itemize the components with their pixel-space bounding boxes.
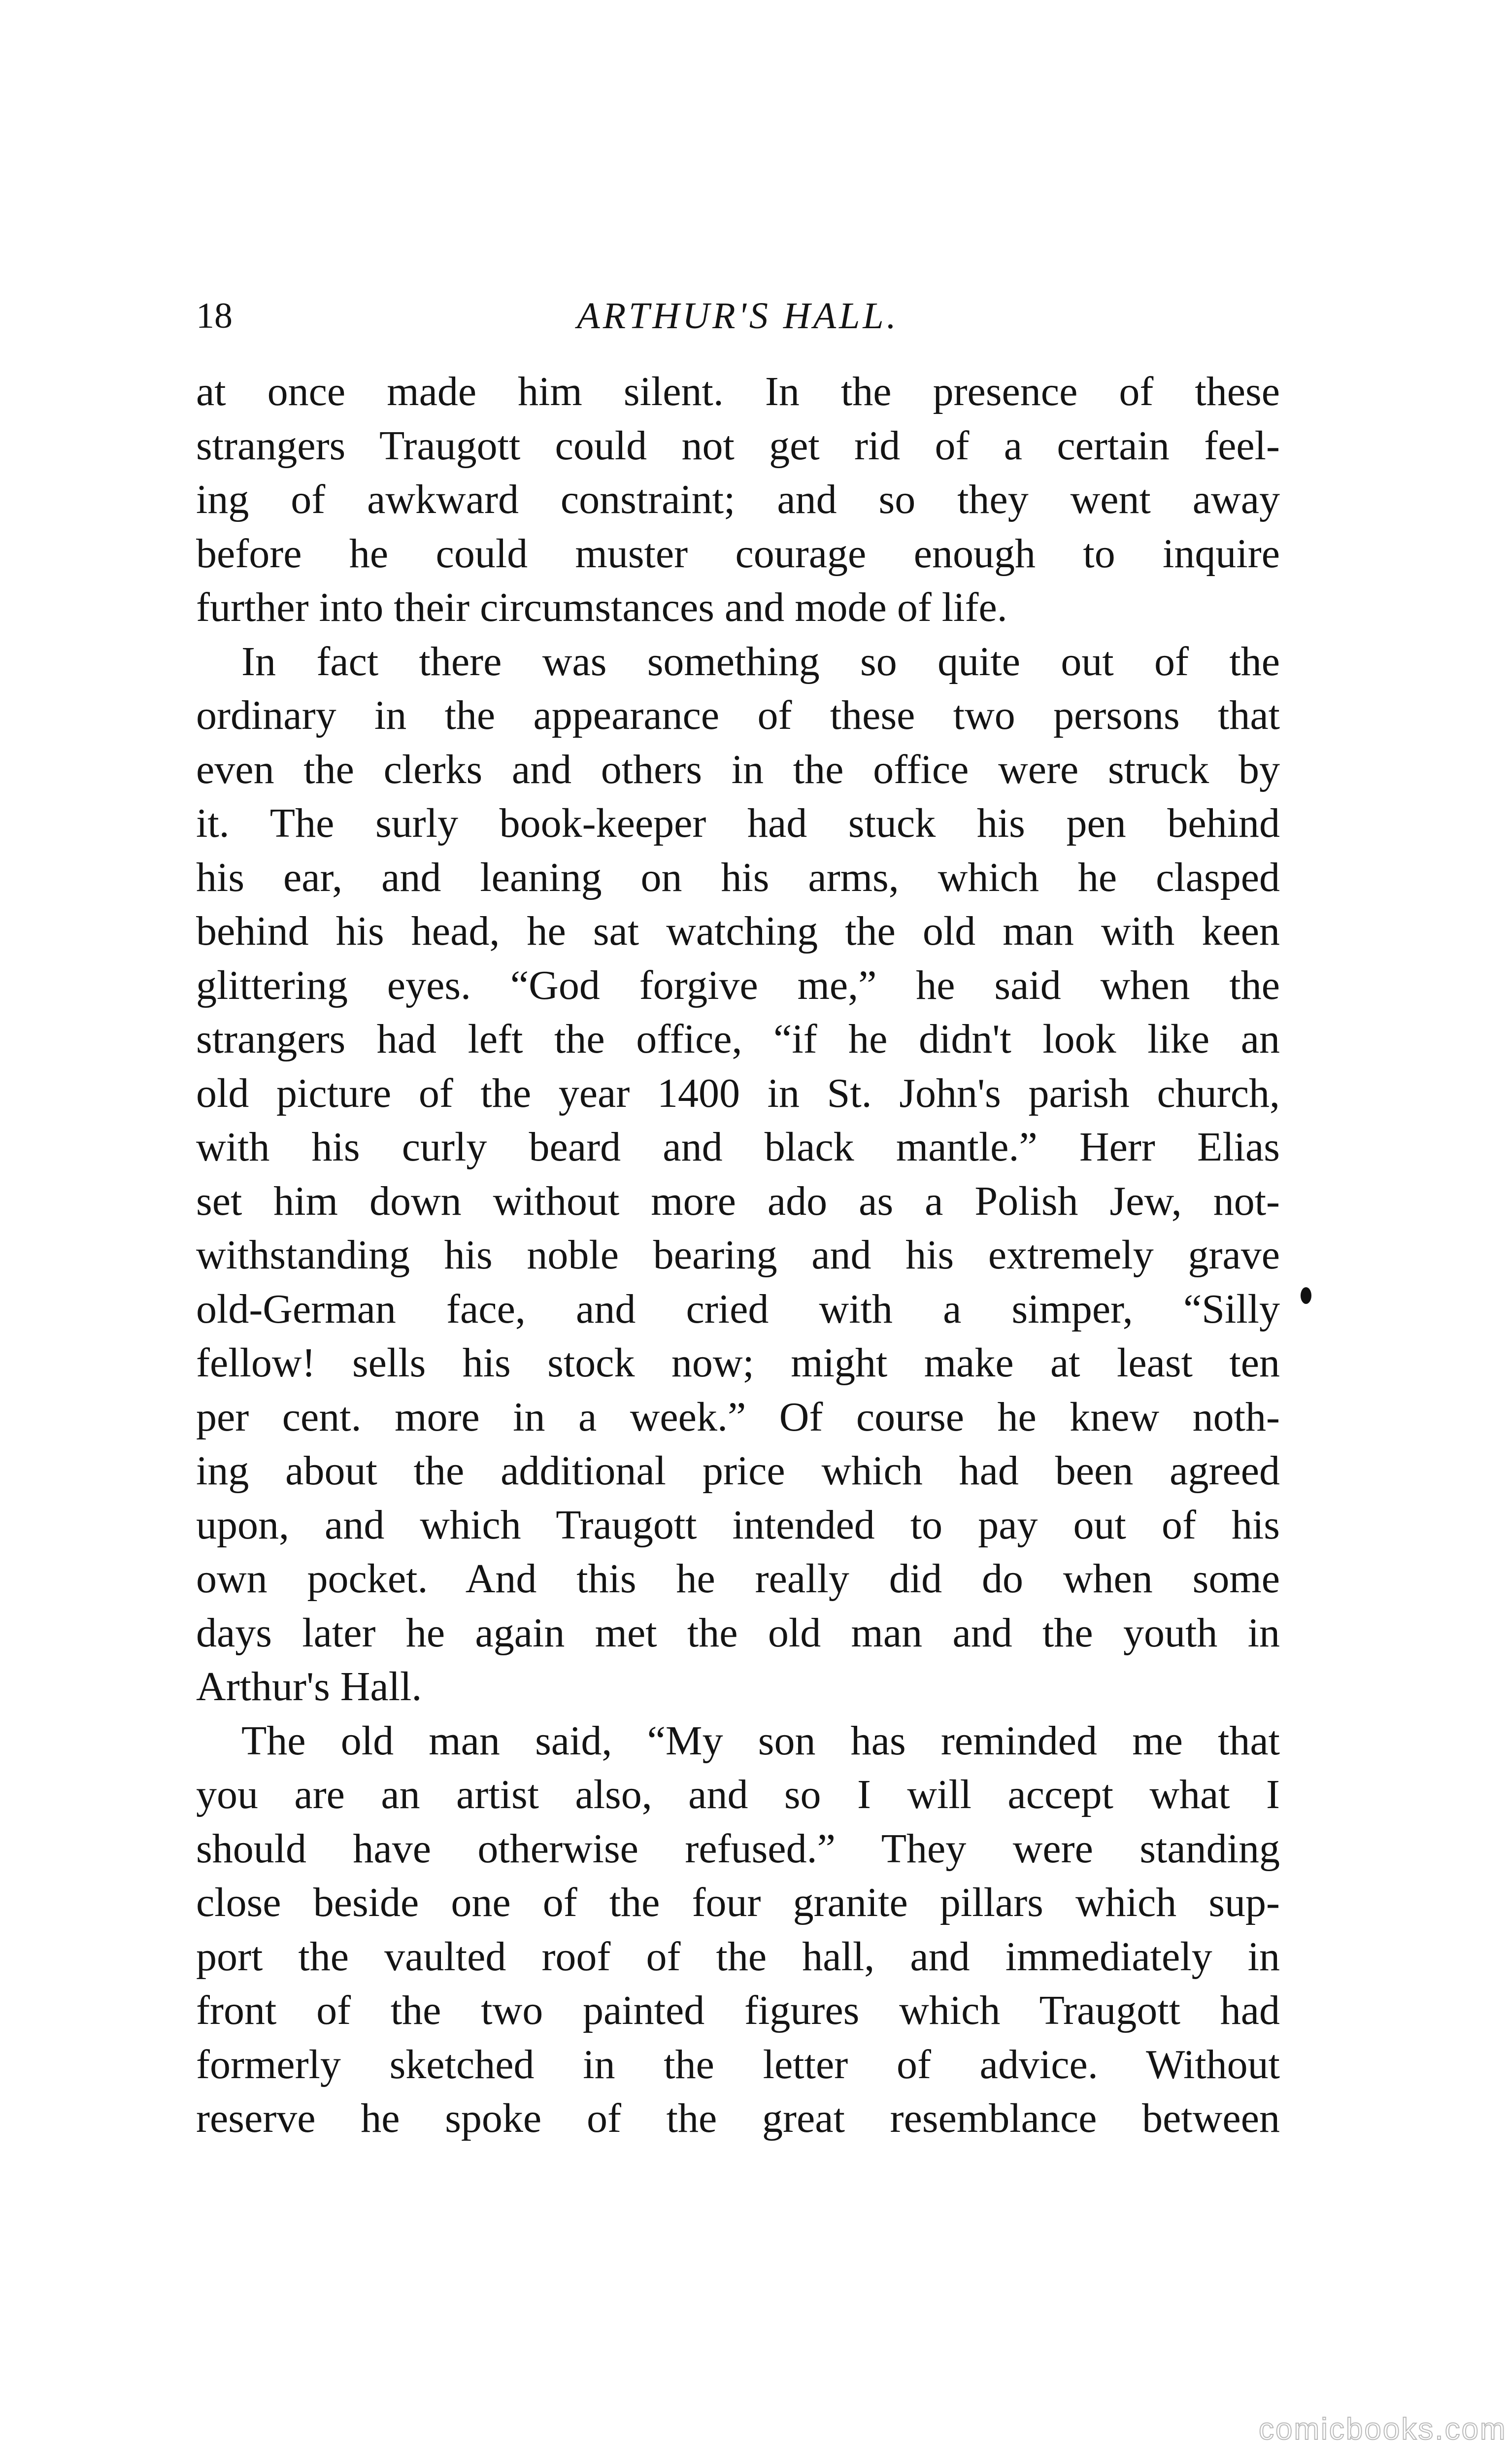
text-line: close beside one of the four granite pillars which sup- [196, 1880, 1280, 1925]
text-line: front of the two painted figures which Traugott had [196, 1987, 1280, 2033]
text-line: strangers Traugott could not get rid of a certain feel- [196, 422, 1280, 469]
text-line: glittering eyes. “God forgive me,” he said when the [196, 962, 1280, 1008]
text-line: at once made him silent. In the presence of these [196, 369, 1280, 414]
text-line: even the clerks and others in the office were struck by [196, 746, 1280, 792]
text-line: own pocket. And this he really did do when some [196, 1556, 1280, 1602]
text-line: ing of awkward constraint; and so they went away [196, 477, 1280, 522]
watermark: comicbooks.com [1259, 2412, 1507, 2446]
text-line: you are an artist also, and so I will accept what I [196, 1772, 1280, 1817]
margin-ink-dot [1301, 1287, 1311, 1304]
body-text [196, 365, 1280, 2146]
text-line: In fact there was something so quite out of the [241, 638, 1280, 684]
text-line: Arthur's Hall. [196, 1664, 422, 1710]
text-line: The old man said, “My son has reminded me that [241, 1717, 1280, 1764]
text-line: days later he again met the old man and the youth in [196, 1609, 1280, 1656]
text-line: strangers had left the office, “if he didn't look like an [196, 1016, 1280, 1062]
text-line: his ear, and leaning on his arms, which he clasped [196, 854, 1280, 900]
text-line: reserve he spoke of the great resemblance between [196, 2095, 1280, 2141]
text-line: ing about the additional price which had been agreed [196, 1448, 1280, 1494]
text-line: set him down without more ado as a Polish Jew, not- [196, 1178, 1280, 1224]
text-line: withstanding his noble bearing and his extremely grave [196, 1232, 1280, 1278]
text-line: old-German face, and cried with a simper, “Silly [196, 1286, 1280, 1332]
text-line: formerly sketched in the letter of advice. Without [196, 2041, 1280, 2088]
text-line: it. The surly book-keeper had stuck his pen behind [196, 800, 1280, 846]
text-line: upon, and which Traugott intended to pay out of his [196, 1502, 1280, 1548]
text-line: per cent. more in a week.” Of course he knew noth- [196, 1394, 1280, 1440]
text-line: old picture of the year 1400 in St. John's parish church, [196, 1070, 1280, 1116]
text-line: before he could muster courage enough to inquire [196, 530, 1280, 577]
text-line: further into their circumstances and mode of life. [196, 584, 1007, 630]
running-head [196, 289, 1280, 343]
text-line: fellow! sells his stock now; might make at least ten [196, 1340, 1280, 1386]
text-line: behind his head, he sat watching the old man with keen [196, 908, 1280, 954]
text-line: with his curly beard and black mantle.” Herr Elias [196, 1124, 1280, 1170]
text-line: ordinary in the appearance of these two persons that [196, 692, 1280, 738]
running-title: ARTHUR'S HALL. [577, 295, 899, 337]
text-line: should have otherwise refused.” They were standing [196, 1825, 1280, 1872]
text-line: port the vaulted roof of the hall, and immediately in [196, 1933, 1280, 1980]
page-number: 18 [196, 296, 233, 336]
